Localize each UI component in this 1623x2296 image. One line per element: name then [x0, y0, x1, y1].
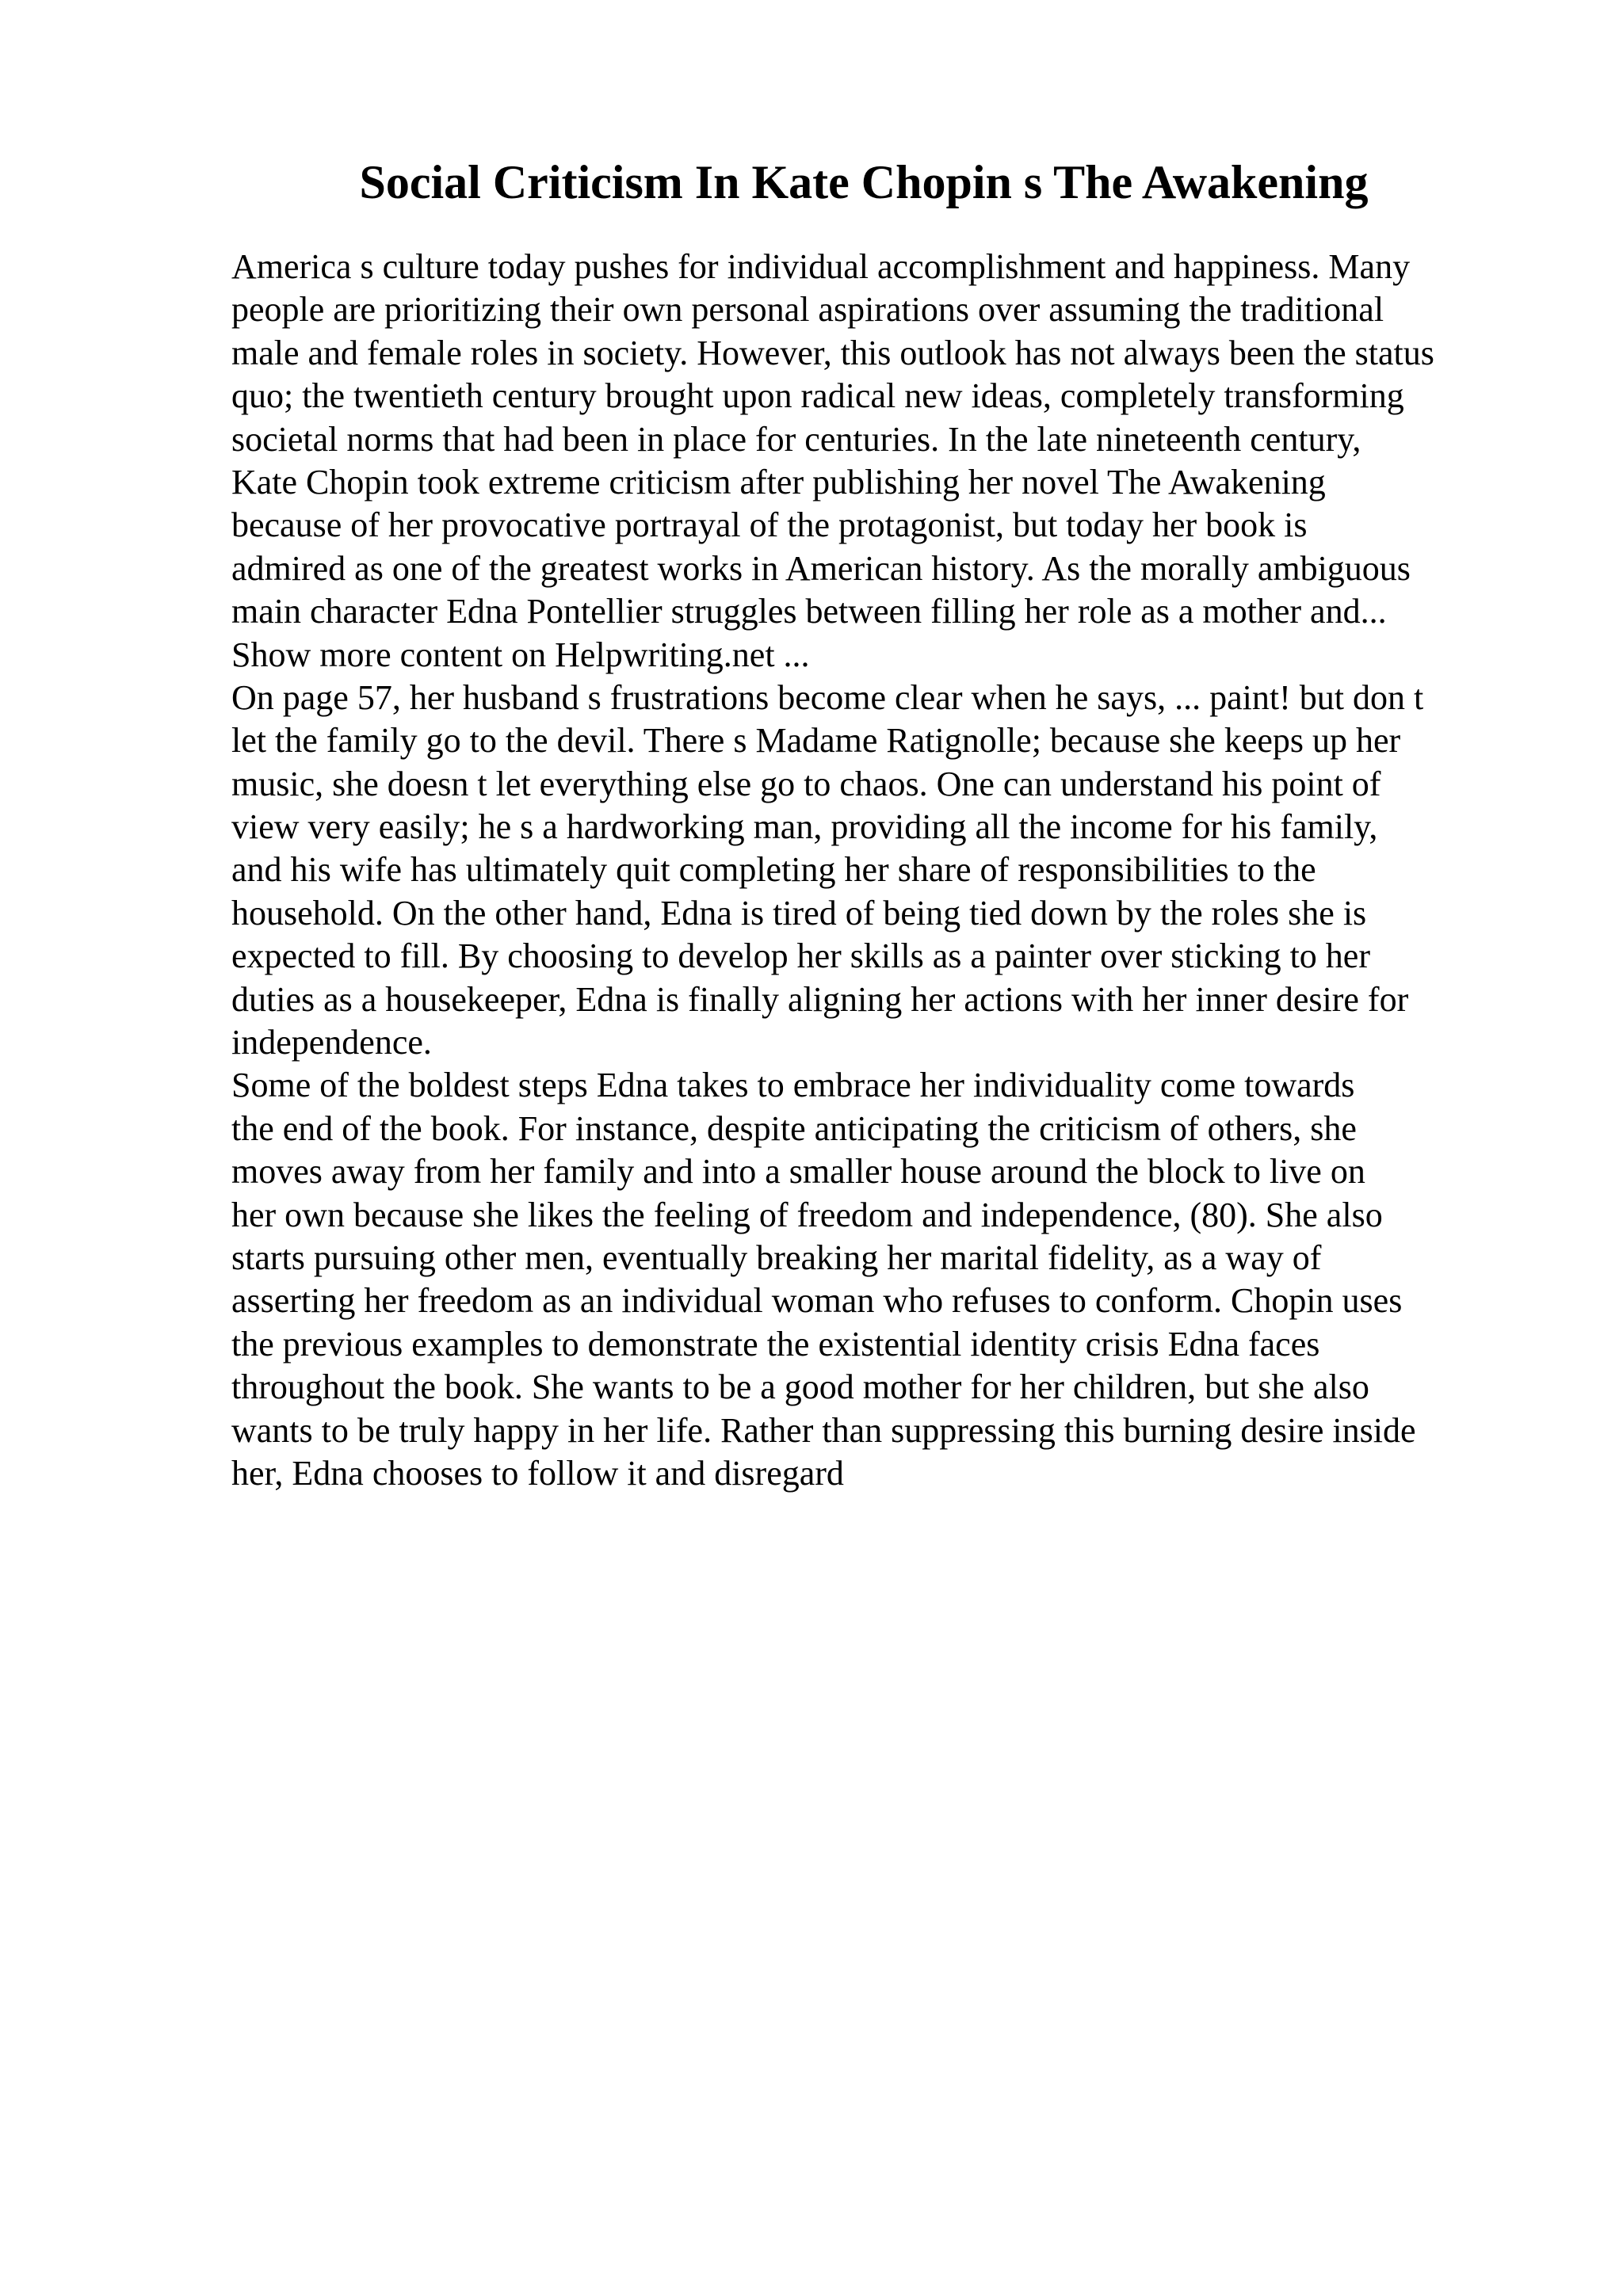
text-line: expected to fill. By choosing to develop her skills as a painter over sticking to her [231, 936, 1370, 976]
text-line: her own because she likes the feeling of freedom and independence, (80). She also [231, 1195, 1383, 1234]
text-line: the end of the book. For instance, despite anticipating the criticism of others, she [231, 1108, 1357, 1148]
text-line: throughout the book. She wants to be a good mother for her children, but she also [231, 1367, 1369, 1407]
text-line: quo; the twentieth century brought upon radical new ideas, completely transforming [231, 376, 1404, 416]
text-line: America s culture today pushes for individual accomplishment and happiness. Many [231, 247, 1411, 286]
text-line: household. On the other hand, Edna is tired of being tied down by the roles she is [231, 893, 1367, 933]
text-line: starts pursuing other men, eventually breaking her marital fidelity, as a way of [231, 1238, 1322, 1277]
text-line: duties as a housekeeper, Edna is finally aligning her actions with her inner desire for [231, 979, 1409, 1019]
text-line: On page 57, her husband s frustrations become clear when he says, ... paint! but don t [231, 677, 1424, 717]
text-line: let the family go to the devil. There s Madame Ratignolle; because she keeps up her [231, 721, 1401, 761]
text-line: view very easily; he s a hardworking man, providing all the income for his family, [231, 807, 1378, 847]
text-line: people are prioritizing their own personal aspirations over assuming the traditional [231, 290, 1384, 330]
text-line: the previous examples to demonstrate the existential identity crisis Edna faces [231, 1324, 1320, 1363]
text-line: asserting her freedom as an individual woman who refuses to conform. Chopin uses [231, 1281, 1403, 1321]
text-line: wants to be truly happy in her life. Rather than suppressing this burning desire inside [231, 1410, 1416, 1450]
text-line: main character Edna Pontellier struggles between filling her role as a mother and... [231, 592, 1387, 631]
text-line: male and female roles in society. However, this outlook has not always been the status [231, 333, 1434, 372]
text-line: and his wife has ultimately quit completing her share of responsibilities to the [231, 850, 1316, 890]
text-line: moves away from her family and into a smaller house around the block to live on [231, 1152, 1365, 1192]
document-body [231, 246, 1579, 1495]
text-line: Kate Chopin took extreme criticism after publishing her novel The Awakening [231, 462, 1326, 502]
show-more-line: Show more content on Helpwriting.net ... [231, 635, 810, 674]
text-line: music, she doesn t let everything else go to chaos. One can understand his point of [231, 764, 1381, 803]
text-line: her, Edna chooses to follow it and disregard [231, 1453, 844, 1493]
text-line: societal norms that had been in place for centuries. In the late nineteenth century, [231, 419, 1361, 459]
text-line: admired as one of the greatest works in American history. As the morally ambiguous [231, 548, 1411, 588]
document-title: Social Criticism In Kate Chopin s The Awakening [359, 156, 1369, 208]
text-line: Some of the boldest steps Edna takes to embrace her individuality come towards [231, 1066, 1355, 1105]
text-line: because of her provocative portrayal of the protagonist, but today her book is [231, 505, 1308, 545]
text-line: independence. [231, 1023, 432, 1062]
